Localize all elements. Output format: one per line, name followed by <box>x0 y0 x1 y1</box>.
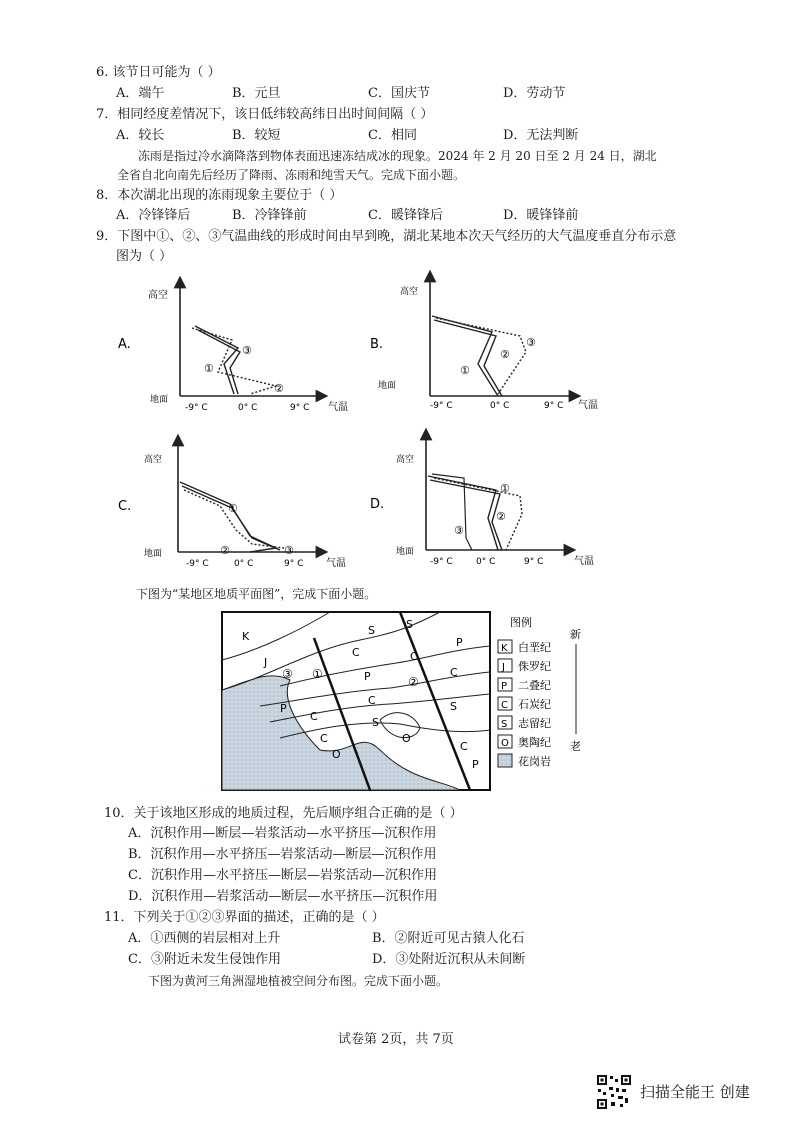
q8-option-b: B．冷锋锋前 <box>232 208 307 223</box>
graph-d-x-label: 气温 <box>574 556 594 567</box>
page-footer: 试卷第 2页，共 7页 <box>338 1032 454 1047</box>
graph-b-tick-1: -9° C <box>430 401 453 411</box>
q9-letter-d: D. <box>370 497 385 512</box>
graph-a-tick-2: 0° C <box>238 403 258 413</box>
q10-option-b: B．沉积作用—水平挤压—岩浆活动—断层—沉积作用 <box>128 847 437 862</box>
q7-stem: 7．相同经度差情况下，该日低纬较高纬日出时间间隔（ ） <box>96 107 434 122</box>
q9-graph-a <box>118 282 348 413</box>
q11-option-b: B．②附近可见古猿人化石 <box>372 931 525 946</box>
legend-label-j: 侏罗纪 <box>518 660 551 673</box>
graph-a-marker-3: ③ <box>242 344 252 357</box>
q9-graphs <box>100 268 620 578</box>
q9-graph-d <box>370 434 594 567</box>
graph-b-ground-label: 地面 <box>378 381 397 391</box>
q9-letter-c: C. <box>118 499 132 514</box>
q9-graph-c <box>118 440 346 569</box>
graph-c-marker-3: ③ <box>284 544 294 557</box>
q9-graph-b <box>370 276 598 411</box>
graph-a-tick-1: -9° C <box>185 403 208 413</box>
q11-option-a: A．①西侧的岩层相对上升 <box>128 931 281 946</box>
legend-label-s: 志留纪 <box>518 717 551 730</box>
region-c-7: C <box>460 740 468 753</box>
region-c-6: C <box>320 732 328 745</box>
q9-letter-b: B. <box>370 337 384 352</box>
region-o-2: O <box>402 732 411 745</box>
region-p-3: P <box>280 702 287 715</box>
graph-d-y-label: 高空 <box>396 455 415 465</box>
q10-option-c: C．沉积作用—水平挤压—断层—岩浆活动—沉积作用 <box>128 868 437 883</box>
region-o-1: O <box>332 748 341 761</box>
q9-stem-line1: 9．下图中①、②、③气温曲线的形成时间由早到晚，湖北某地本次天气经历的大气温度垂直分布示意 <box>96 229 677 244</box>
graph-a-marker-2: ② <box>274 382 284 395</box>
legend-label-p: 二叠纪 <box>518 679 551 692</box>
graph-b-marker-3: ③ <box>526 336 536 349</box>
legend-label-o: 奥陶纪 <box>518 736 551 749</box>
geo-marker-1: ① <box>312 667 323 681</box>
region-p-1: P <box>456 636 463 649</box>
legend-title: 图例 <box>510 616 532 629</box>
geo-legend <box>498 615 581 768</box>
graph-c-marker-1: ① <box>228 502 238 515</box>
region-c-4: C <box>310 710 318 723</box>
q10-stem: 10．关于该地区形成的地质过程，先后顺序组合正确的是（ ） <box>104 806 463 821</box>
region-c-2: C <box>410 650 418 663</box>
legend-symbol-k: K <box>501 643 508 654</box>
graph-a-marker-1: ① <box>204 362 214 375</box>
q7-option-c: C．相同 <box>368 128 417 143</box>
graph-b-tick-3: 9° C <box>544 401 564 411</box>
legend-symbol-o: O <box>501 738 509 749</box>
legend-symbol-s: S <box>501 719 508 730</box>
graph-d-tick-2: 0° C <box>476 557 496 567</box>
graph-d-marker-2: ② <box>496 510 506 523</box>
region-s-4: S <box>372 716 379 729</box>
geo-marker-3: ③ <box>282 667 293 681</box>
age-old-label: 老 <box>570 740 581 753</box>
graph-a-y-label: 高空 <box>148 290 168 301</box>
graph-c-tick-3: 9° C <box>284 559 304 569</box>
graph-b-marker-2: ② <box>500 348 510 361</box>
watermark-text: 扫描全能王 创建 <box>640 1083 750 1101</box>
graph-d-marker-1: ① <box>500 482 510 495</box>
legend-symbol-c: C <box>501 700 508 711</box>
region-k: K <box>242 630 250 643</box>
graph-a-ground-label: 地面 <box>150 395 169 405</box>
graph-b-x-label: 气温 <box>578 400 598 411</box>
passage-yellow-river: 下图为黄河三角洲湿地植被空间分布图。完成下面小题。 <box>148 974 449 988</box>
q9-stem-line2: 图为（ ） <box>116 249 173 264</box>
legend-granite-swatch <box>498 754 512 767</box>
region-s-3: S <box>450 700 457 713</box>
region-s-1: S <box>368 624 375 637</box>
q6-option-a: A．端午 <box>116 86 165 101</box>
graph-c-marker-2: ② <box>220 544 230 557</box>
region-p-2: P <box>364 670 371 683</box>
region-s-2: S <box>406 618 413 631</box>
passage-geo-map: 下图为“某地区地质平面图”，完成下面小题。 <box>136 587 377 601</box>
q8-stem: 8．本次湖北出现的冻雨现象主要位于（ ） <box>96 188 343 203</box>
graph-b-marker-1: ① <box>460 364 470 377</box>
legend-label-granite: 花岗岩 <box>518 755 551 768</box>
passage-freezing-rain-line2: 全省自北向南先后经历了降雨、冻雨和纯雪天气。完成下面小题。 <box>117 168 466 182</box>
region-j: J <box>264 656 268 669</box>
graph-d-marker-3: ③ <box>454 524 464 537</box>
q6-stem: 6. 该节日可能为（ ） <box>96 65 221 80</box>
q6-option-d: D．劳动节 <box>503 86 566 101</box>
graph-c-y-label: 高空 <box>144 455 163 465</box>
q11-option-c: C．③附近未发生侵蚀作用 <box>128 952 281 967</box>
geo-map <box>220 610 600 796</box>
graph-b-y-label: 高空 <box>400 287 419 297</box>
passage-freezing-rain-line1: 冻雨是指过冷水滴降落到物体表面迅速冻结成冰的现象。2024 年 2 月 20 日至 2 月 24 日，湖北 <box>138 149 657 163</box>
q6-option-c: C．国庆节 <box>368 86 430 101</box>
graph-c-tick-2: 0° C <box>234 559 254 569</box>
legend-label-c: 石炭纪 <box>518 698 551 711</box>
q9-letter-a: A. <box>118 337 131 352</box>
q10-option-d: D．沉积作用—岩浆活动—断层—水平挤压—沉积作用 <box>128 889 438 904</box>
geo-marker-2: ② <box>408 675 419 689</box>
region-c-5: C <box>368 694 376 707</box>
q8-option-c: C．暖锋锋后 <box>368 208 443 223</box>
q7-option-a: A．较长 <box>116 128 165 143</box>
region-p-4: P <box>472 758 479 771</box>
q8-option-d: D．暖锋锋前 <box>503 208 579 223</box>
region-c-1: C <box>352 646 360 659</box>
qr-code-icon <box>596 1074 632 1110</box>
q11-option-d: D．③处附近沉积从未间断 <box>372 952 526 967</box>
legend-label-k: 白垩纪 <box>518 641 551 654</box>
graph-a-tick-3: 9° C <box>290 403 310 413</box>
graph-d-tick-3: 9° C <box>524 557 544 567</box>
legend-symbol-j: J <box>502 662 505 673</box>
q11-stem: 11．下列关于①②③界面的描述，正确的是（ ） <box>104 910 385 925</box>
graph-c-ground-label: 地面 <box>144 549 163 559</box>
q6-option-b: B．元旦 <box>232 86 281 101</box>
graph-c-x-label: 气温 <box>326 558 346 569</box>
q10-option-a: A．沉积作用—断层—岩浆活动—水平挤压—沉积作用 <box>128 826 437 841</box>
q7-option-d: D．无法判断 <box>503 128 579 143</box>
graph-d-tick-1: -9° C <box>430 557 453 567</box>
q8-option-a: A．冷锋锋后 <box>116 208 191 223</box>
age-new-label: 新 <box>570 628 581 641</box>
graph-b-tick-2: 0° C <box>490 401 510 411</box>
graph-c-tick-1: -9° C <box>186 559 209 569</box>
q7-option-b: B．较短 <box>232 128 281 143</box>
region-c-3: C <box>450 666 458 679</box>
graph-d-ground-label: 地面 <box>396 547 415 557</box>
legend-symbol-p: P <box>501 681 508 692</box>
graph-a-x-label: 气温 <box>328 402 348 413</box>
